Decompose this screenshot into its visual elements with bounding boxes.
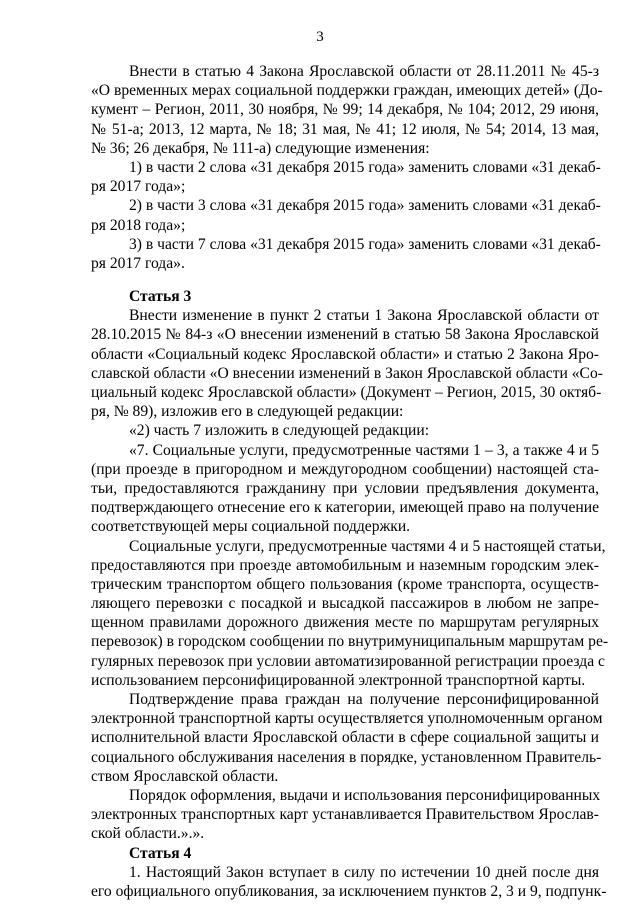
paragraph [91,62,603,158]
paragraph [91,690,603,786]
paragraph [91,306,603,421]
document-body [91,62,609,901]
text-line: ской области.».». [91,825,205,843]
text-line: 1. Настоящий Закон вступает в силу по истечении 10 дней после дня [129,863,599,881]
text-line: № 51-а; 2013, 12 марта, № 18; 31 мая, № 41; 12 июля, № 54; 2014, 13 мая, [91,120,599,138]
paragraph [91,537,609,691]
text-line: 28.10.2015 № 84-з «О внесении изменений в статью 58 Закона Ярославской [91,326,599,344]
text-line: 2) в части 3 слова «31 декабря 2015 года» заменить словами «31 декаб- [129,197,601,215]
text-line: электронной транспортной карты осуществляется уполномоченным органом [91,710,603,728]
text-line: области «Социальный кодекс Ярославской области» и статью 2 Закона Яро- [91,345,599,363]
text-line: ря 2017 года». [91,254,185,272]
text-line: его официального опубликования, за исключением пунктов 2, 3 и 9, подпунк- [91,882,607,900]
text-line: гулярных перевозок при условии автоматизированной регистрации проезда с [91,652,605,670]
text-line: № 36; 26 декабря, № 111-а) следующие изменения: [91,139,430,157]
paragraph [91,196,599,234]
text-line: трическим транспортом общего пользования (кроме транспорта, осуществ- [91,575,599,593]
text-line: Подтверждение права граждан на получение персонифицированной [129,691,599,708]
paragraph [91,158,599,196]
text-line: «2) часть 7 изложить в следующей редакции: [129,422,430,440]
text-line: Внести изменение в пункт 2 статьи 1 Закона Ярославской области от [129,307,599,325]
text-line: ря, № 89), изложив его в следующей редакции: [91,403,404,421]
text-line: (при проезде в пригородном и междугородном сообщении) настоящей ста- [91,460,599,478]
paragraph [91,421,599,440]
paragraph [91,441,599,537]
text-line: исполнительной власти Ярославской области в сфере социальной защиты и [91,729,599,747]
section-gap [91,273,599,287]
text-line: славской области «О внесении изменений в Закон Ярославской области «Со- [91,364,603,382]
paragraph [91,235,599,273]
text-line: ством Ярославской области. [91,767,279,785]
text-line: электронных транспортных карт устанавливается Правительством Ярослав- [91,806,599,824]
text-line: использованием персонифицированной электронной транспортной карты. [91,671,586,689]
text-line: кумент – Регион, 2011, 30 ноября, № 99; 14 декабря, № 104; 2012, 29 июня, [91,101,599,119]
text-line: щенном правилами дорожного движения месте по маршрутам регулярных [91,614,599,632]
text-line: 3) в части 7 слова «31 декабря 2015 года» заменить словами «31 декаб- [129,235,601,253]
text-line: соответствующей меры социальной поддержки. [91,518,411,536]
text-line: социального обслуживания населения в порядке, установленном Правитель- [91,748,602,766]
paragraph [91,863,607,901]
text-line: «О временных мерах социальной поддержки граждан, имеющих детей» (До- [91,82,603,100]
text-line: ляющего перевозки с посадкой и высадкой пассажиров в любом не запре- [91,595,599,613]
text-line: Социальные услуги, предусмотренные частями 4 и 5 настоящей статьи, [129,537,606,555]
page-number: 3 [316,29,324,45]
text-line: ря 2018 года»; [91,216,186,234]
text-line: Внести в статью 4 Закона Ярославской области от 28.11.2011 № 45-з [129,63,599,80]
paragraph [91,786,599,844]
text-line: 1) в части 2 слова «31 декабря 2015 года» заменить словами «31 декаб- [129,158,601,176]
text-line: Порядок оформления, выдачи и использования персонифицированных [129,786,601,804]
article-heading: Статья 4 [129,844,192,862]
article-heading: Статья 3 [129,288,192,306]
text-line: предоставляются при проезде автомобильным и наземным городским элек- [91,556,599,574]
text-line: тьи, предоставляются гражданину при условии предъявления документа, [91,479,599,497]
text-line: подтверждающего отнесение его к категории, имеющей право на получение [91,499,599,517]
text-line: циальный кодекс Ярославской области» (Документ – Регион, 2015, 30 октяб- [91,384,602,401]
text-line: «7. Социальные услуги, предусмотренные частями 1 – 3, а также 4 и 5 [129,441,599,459]
text-line: перевозок) в городском сообщении по внутримуниципальным маршрутам ре- [91,633,609,651]
text-line: ря 2017 года»; [91,178,186,196]
